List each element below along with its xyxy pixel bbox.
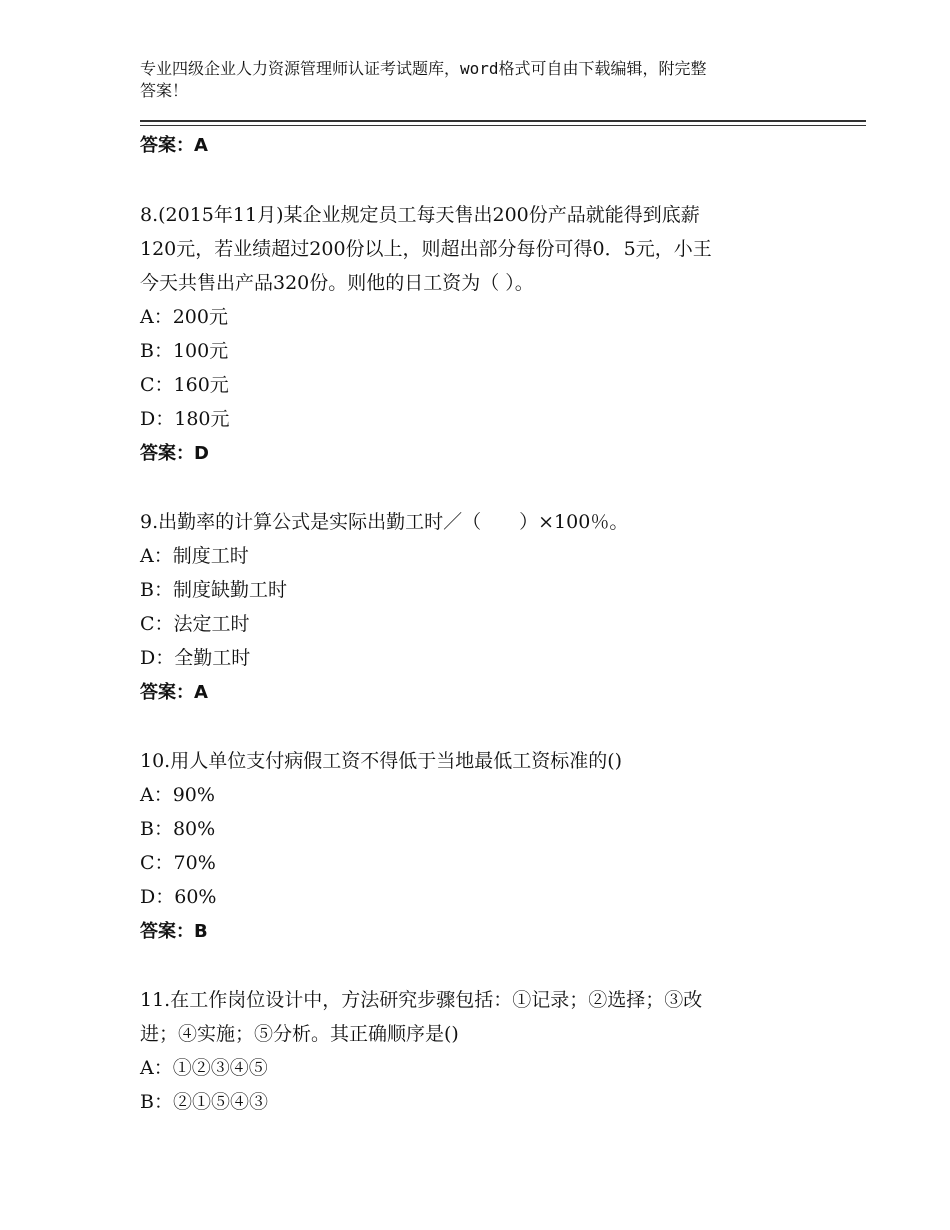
question-stem: 10.用人单位支付病假工资不得低于当地最低工资标准的() xyxy=(140,750,623,772)
option-b: B：②①⑤④③ xyxy=(140,1091,268,1113)
question-stem: 今天共售出产品320份。则他的日工资为（ ）。 xyxy=(140,272,534,294)
header-rule-thick xyxy=(140,120,866,122)
option-a: A：200元 xyxy=(140,306,228,328)
option-c: C：法定工时 xyxy=(140,613,250,635)
answer-label: 答案：A xyxy=(140,682,208,703)
question-stem: 进；④实施；⑤分析。其正确顺序是() xyxy=(140,1023,459,1045)
header-line-1: 专业四级企业人力资源管理师认证考试题库，word格式可自由下载编辑，附完整 xyxy=(140,59,707,78)
header-line-2: 答案！ xyxy=(140,81,189,100)
question-stem: 11.在工作岗位设计中，方法研究步骤包括：①记录；②选择；③改 xyxy=(140,989,703,1011)
option-a: A：制度工时 xyxy=(140,545,249,567)
question-stem: 120元，若业绩超过200份以上，则超出部分每份可得0．5元，小王 xyxy=(140,238,712,260)
option-b: B：80% xyxy=(140,818,216,840)
answer-label: 答案：D xyxy=(140,443,209,464)
option-b: B：100元 xyxy=(140,340,229,362)
option-d: D：全勤工时 xyxy=(140,647,251,669)
option-d: D：60% xyxy=(140,886,217,908)
answer-label: 答案：A xyxy=(140,135,208,156)
question-stem: 8.(2015年11月)某企业规定员工每天售出200份产品就能得到底薪 xyxy=(140,204,700,226)
option-a: A：90% xyxy=(140,784,215,806)
option-c: C：160元 xyxy=(140,374,229,396)
option-c: C：70% xyxy=(140,852,216,874)
question-stem: 9.出勤率的计算公式是实际出勤工时／（ ）×100％。 xyxy=(140,511,629,533)
option-a: A：①②③④⑤ xyxy=(140,1057,268,1079)
option-d: D：180元 xyxy=(140,408,230,430)
option-b: B：制度缺勤工时 xyxy=(140,579,287,601)
answer-label: 答案：B xyxy=(140,921,208,942)
header-rule-thin xyxy=(140,125,866,126)
document-header xyxy=(140,58,810,102)
